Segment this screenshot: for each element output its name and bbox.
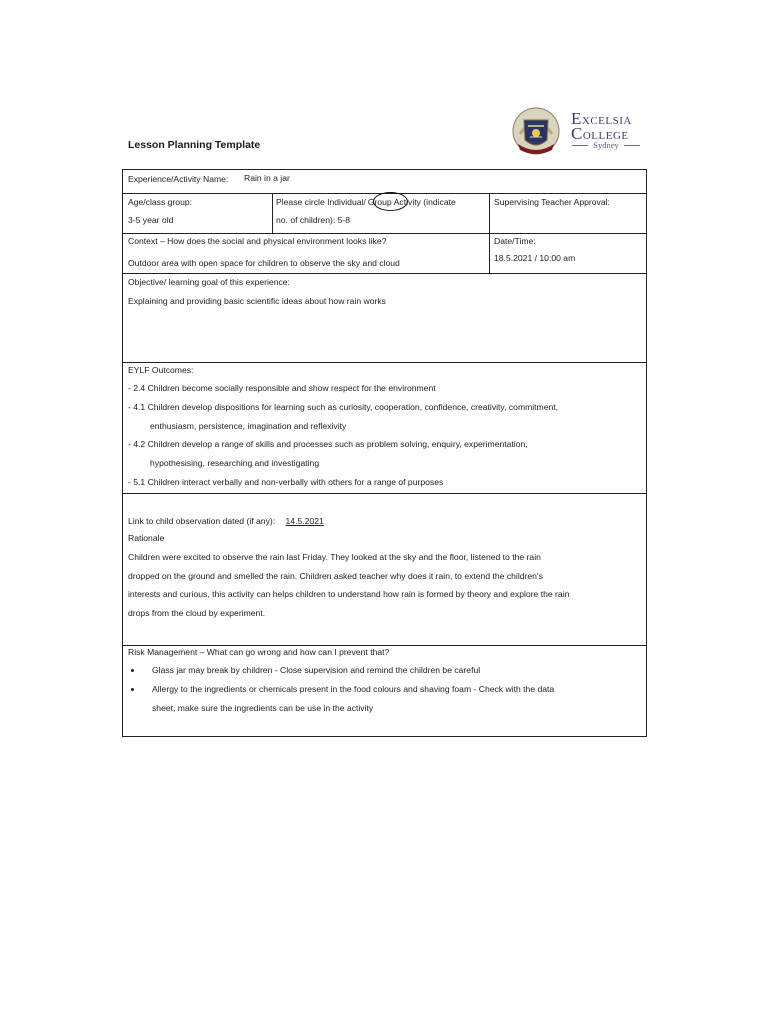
activity-type-selected: Group [367, 197, 392, 207]
eylf-item: - 5.1 Children interact verbally and non-verbally with others for a range of purposes [128, 477, 444, 487]
eylf-item-continued: hypothesising, researching and investigating [150, 458, 320, 468]
lesson-plan-form [122, 169, 647, 737]
risk-item: Allergy to the ingredients or chemicals present in the food colours and shaving foam - Check with the data [152, 684, 555, 694]
document-title: Lesson Planning Template [128, 139, 261, 151]
activity-type-line: Please circle Individual/ Group Activity (indicate [276, 197, 456, 207]
logo-line-2: COLLEGE [571, 124, 629, 143]
college-logo [510, 104, 644, 158]
observation-date: 14.5.2021 [285, 516, 324, 526]
datetime-value: 18.5.2021 / 10:00 am [494, 253, 576, 263]
group-selection-circle [373, 192, 408, 211]
eylf-item: - 4.2 Children develop a range of skills and processes such as problem solving, enquiry, experimentation, [128, 439, 528, 449]
approval-label: Supervising Teacher Approval: [494, 197, 610, 207]
experience-value: Rain in a jar [244, 173, 290, 183]
age-label: Age/class group: [128, 197, 193, 207]
rationale-line: Children were excited to observe the rain last Friday. They looked at the sky and the floor, listened to the rain [128, 552, 541, 562]
context-value: Outdoor area with open space for children to observe the sky and cloud [128, 258, 400, 268]
eylf-item: - 2.4 Children become socially responsible and show respect for the environment [128, 383, 436, 393]
risk-item: Glass jar may break by children - Close supervision and remind the children be careful [152, 665, 481, 675]
age-value: 3-5 year old [128, 215, 174, 225]
objective-value: Explaining and providing basic scientific ideas about how rain works [128, 296, 386, 306]
bullet-icon [131, 669, 134, 672]
risk-label: Risk Management – What can go wrong and how can I prevent that? [128, 647, 390, 657]
college-crest-icon [510, 104, 562, 156]
observation-link-line: Link to child observation dated (if any): 14.5.2021 [128, 516, 352, 526]
experience-label: Experience/Activity Name: [128, 174, 229, 184]
children-count: no. of children): 5-8 [276, 215, 351, 225]
logo-subtitle: Sydney [572, 140, 640, 150]
eylf-item: - 4.1 Children develop dispositions for learning such as curiosity, cooperation, confidence, creativity, commitment, [128, 402, 559, 412]
eylf-item-continued: enthusiasm, persistence, imagination and reflexivity [150, 421, 347, 431]
objective-label: Objective/ learning goal of this experience: [128, 277, 290, 287]
rationale-line: interests and curious, this activity can helps children to understand how rain is formed by theory and explore the rain [128, 589, 570, 599]
logo-line-1: EXCELSIA [571, 109, 632, 128]
rationale-label: Rationale [128, 533, 165, 543]
context-label: Context – How does the social and physical environment looks like? [128, 236, 387, 246]
rationale-line: drops from the cloud by experiment. [128, 608, 266, 618]
datetime-label: Date/Time: [494, 236, 536, 246]
rationale-line: dropped on the ground and smelled the rain. Children asked teacher why does it rain, to extend the children's [128, 571, 543, 581]
eylf-label: EYLF Outcomes: [128, 365, 194, 375]
bullet-icon [131, 688, 134, 691]
risk-item-continued: sheet, make sure the ingredients can be use in the activity [152, 703, 374, 713]
